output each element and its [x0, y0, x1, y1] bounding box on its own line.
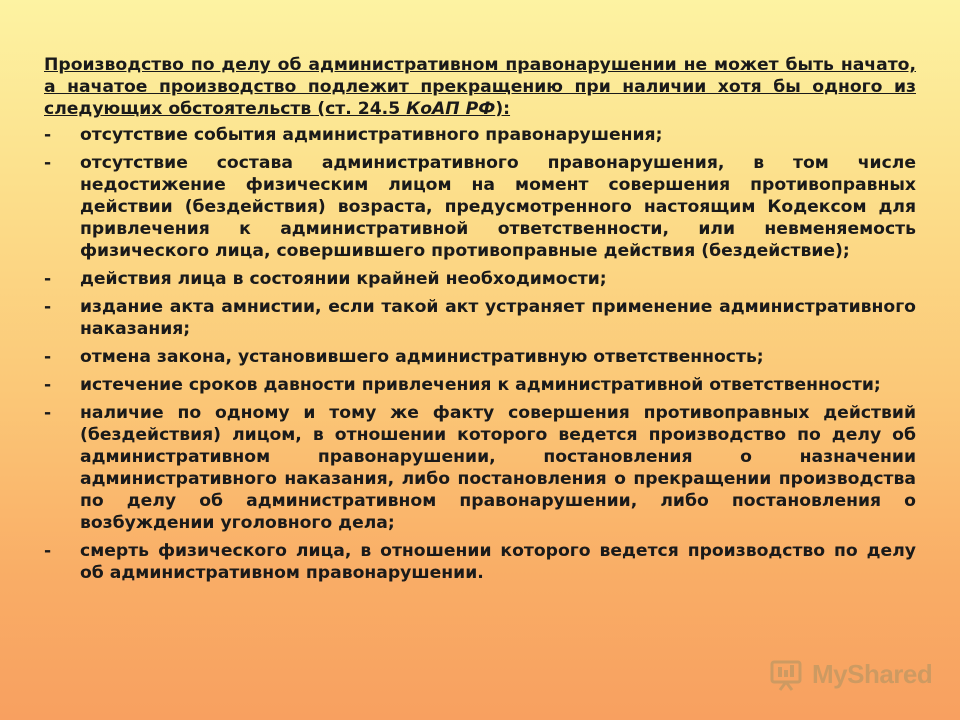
bullet-marker: - [44, 297, 52, 317]
intro-text: Производство по делу об административном правонарушении не может быть начато, а начатое производство подлежит прекращению при наличии хотя бы одного из следующих обстоятельств (ст. 24.5 [44, 55, 916, 119]
intro-paragraph [44, 54, 916, 120]
list-item-text: наличие по одному и тому же факту совершения противоправных действий (бездействия) лицом, в отношении которого ведется производство по делу об административном правонарушении, постановления о назначении административного наказания, либо постановления о прекращении производства по делу об административном правонарушении, либо постановления о возбуждении уголовного дела; [80, 403, 916, 533]
bullet-marker: - [44, 347, 52, 367]
list-item-text: истечение сроков давности привлечения к административной ответственности; [80, 375, 881, 395]
intro-text-end: ): [495, 99, 511, 119]
bullet-marker: - [44, 125, 52, 145]
list-item [44, 402, 916, 534]
bullet-marker: - [44, 375, 52, 395]
intro-emphasis: КоАП РФ [406, 99, 496, 119]
list-item [44, 346, 916, 368]
list-item [44, 374, 916, 396]
bullet-marker: - [44, 153, 52, 173]
myshared-logo-icon [768, 656, 804, 692]
list-item-text: действия лица в состоянии крайней необходимости; [80, 269, 607, 289]
bullet-marker: - [44, 541, 52, 561]
watermark [768, 656, 932, 692]
bullet-marker: - [44, 403, 52, 423]
bullet-marker: - [44, 269, 52, 289]
list-item [44, 268, 916, 290]
list-item [44, 124, 916, 146]
list-item-text: издание акта амнистии, если такой акт устраняет применение административного наказания; [80, 297, 916, 339]
list-item-text: отсутствие события административного правонарушения; [80, 125, 663, 145]
list-item [44, 152, 916, 262]
list-item-text: отсутствие состава административного правонарушения, в том числе недостижение физическим лицом на момент совершения противоправных действии (бездействия) возраста, предусмотренного настоящим Кодексом для привлечения к административной ответственности, или невменяемость физического лица, совершившего противоправные действия (бездействие); [80, 153, 916, 261]
list-item [44, 540, 916, 584]
list-item-text: отмена закона, установившего административную ответственность; [80, 347, 764, 367]
slide-content [44, 54, 916, 590]
list-item [44, 296, 916, 340]
conditions-list [44, 124, 916, 584]
watermark-text: MyShared [812, 658, 933, 689]
list-item-text: смерть физического лица, в отношении которого ведется производство по делу об административном правонарушении. [80, 541, 916, 583]
